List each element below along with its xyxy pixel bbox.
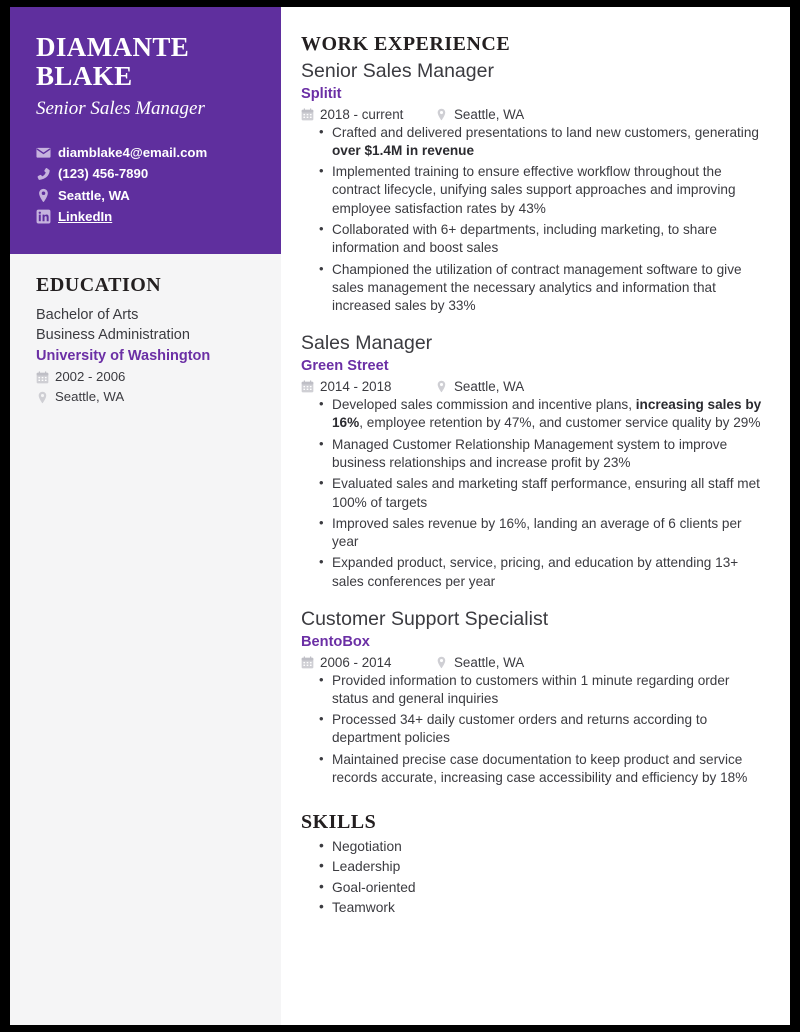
- bullet-bold: over $1.4M in revenue: [332, 142, 475, 158]
- bullet-pre: Championed the utilization of contract management software to give sales management the necessary analytics and information that increased sales by 33%: [332, 261, 742, 314]
- job-meta: [301, 655, 763, 670]
- bullet-item: [332, 396, 763, 433]
- contact-phone: [36, 163, 255, 184]
- education-section: [10, 254, 281, 428]
- bullet-pre: Processed 34+ daily customer orders and returns according to department policies: [332, 712, 708, 746]
- sidebar: [10, 7, 281, 1025]
- bullet-pre: Maintained precise case documentation to keep product and service records accurate, increasing case accessibility and efficiency by 18%: [332, 751, 748, 785]
- location-pin-icon: [36, 188, 51, 203]
- bullet-pre: Improved sales revenue by 16%, landing an average of 6 clients per year: [332, 515, 742, 550]
- phone-icon: [36, 167, 51, 182]
- job-location: Seattle, WA: [454, 379, 525, 395]
- work-experience-section: [301, 33, 763, 787]
- skill-item: • Negotiation: [332, 837, 763, 857]
- bullet-post: , employee retention by 47%, and customer service quality by 29%: [359, 415, 761, 431]
- job-entry: [301, 59, 763, 315]
- job-company[interactable]: Green Street: [301, 358, 389, 375]
- education-location: Seattle, WA: [55, 389, 125, 405]
- job-meta: [301, 107, 763, 122]
- contact-linkedin[interactable]: [36, 206, 255, 227]
- bullet-item: [332, 711, 763, 748]
- calendar-icon: [301, 380, 314, 393]
- location-pin-icon: [36, 391, 49, 404]
- location-pin-icon: [435, 656, 448, 669]
- calendar-icon: [36, 371, 49, 384]
- name-header-block: [10, 7, 281, 254]
- calendar-icon: [301, 656, 314, 669]
- job-title: Customer Support Specialist: [301, 607, 549, 630]
- education-dates-row: [36, 367, 255, 387]
- job-location: Seattle, WA: [454, 106, 525, 122]
- bullet-pre: Implemented training to ensure effective workflow throughout the contract lifecycle, unifying sales support approaches and improving employee satisfaction rates by 43%: [332, 164, 736, 216]
- education-dates: 2002 - 2006: [55, 369, 126, 385]
- bullet-pre: Collaborated with 6+ departments, including marketing, to share information and boost sales: [332, 222, 717, 256]
- skill-item: • Leadership: [332, 857, 763, 877]
- bullet-item: [332, 515, 763, 552]
- job-dates-group: [301, 655, 429, 670]
- work-experience-heading: WORK EXPERIENCE: [301, 33, 511, 55]
- contact-email: [36, 142, 255, 163]
- skills-heading: SKILLS: [301, 811, 377, 834]
- candidate-last-name: BLAKE: [36, 61, 133, 92]
- bullet-pre: Crafted and delivered presentations to land new customers, generating: [332, 124, 759, 140]
- job-bullets: [301, 124, 763, 316]
- job-title: Senior Sales Manager: [301, 60, 494, 82]
- job-entry: [301, 607, 763, 787]
- education-location-row: [36, 387, 255, 407]
- resume-sheet: [10, 7, 790, 1025]
- job-bullets: [301, 396, 763, 591]
- job-company[interactable]: BentoBox: [301, 633, 370, 650]
- job-company[interactable]: Splitit: [301, 85, 342, 102]
- bullet-item: [332, 672, 763, 709]
- candidate-title: Senior Sales Manager: [36, 98, 205, 120]
- job-dates: 2018 - current: [320, 106, 404, 122]
- linkedin-icon: [36, 209, 51, 224]
- bullet-item: [332, 124, 763, 161]
- job-title: Sales Manager: [301, 332, 433, 355]
- bullet-pre: Provided information to customers within 1 minute regarding order status and general inquiries: [332, 672, 730, 706]
- contact-linkedin-text[interactable]: LinkedIn: [58, 209, 113, 225]
- job-location-group: [435, 379, 524, 394]
- bullet-item: [332, 261, 763, 316]
- contact-location-text: Seattle, WA: [58, 187, 130, 203]
- skills-section: [301, 811, 763, 918]
- bullet-item: [332, 554, 763, 591]
- bullet-pre: Expanded product, service, pricing, and education by attending 13+ sales conferences per year: [332, 555, 739, 589]
- contact-list: [36, 142, 255, 228]
- job-location: Seattle, WA: [454, 654, 525, 670]
- bullet-pre: Evaluated sales and marketing staff performance, ensuring all staff met 100% of targets: [332, 476, 760, 510]
- bullet-item: [332, 475, 763, 512]
- education-degree: Bachelor of Arts: [36, 306, 139, 323]
- calendar-icon: [301, 108, 314, 121]
- contact-location: [36, 185, 255, 206]
- location-pin-icon: [435, 380, 448, 393]
- main-content: [281, 7, 790, 1025]
- contact-phone-text: (123) 456-7890: [58, 166, 149, 182]
- skills-list: [301, 837, 763, 918]
- job-dates-group: [301, 107, 429, 122]
- bullet-pre: Managed Customer Relationship Management system to improve business relationships and increase profit by 23%: [332, 436, 728, 470]
- job-location-group: [435, 655, 524, 670]
- envelope-icon: [36, 145, 51, 160]
- education-heading: EDUCATION: [36, 273, 162, 296]
- education-field: Business Administration: [36, 327, 190, 344]
- education-school: University of Washington: [36, 347, 211, 364]
- contact-email-text: diamblake4@email.com: [58, 145, 208, 161]
- job-location-group: [435, 107, 524, 122]
- job-dates-group: [301, 379, 429, 394]
- job-meta: [301, 379, 763, 394]
- bullet-pre: Developed sales commission and incentive plans,: [332, 397, 636, 413]
- skill-item: • Teamwork: [332, 898, 763, 918]
- bullet-bold: increasing sales by 16%: [332, 397, 762, 431]
- bullet-item: [332, 436, 763, 473]
- bullet-item: [332, 751, 763, 788]
- candidate-first-name: DIAMANTE: [36, 32, 190, 62]
- location-pin-icon: [435, 108, 448, 121]
- bullet-item: [332, 221, 763, 258]
- job-dates: 2006 - 2014: [320, 654, 392, 670]
- bullet-item: [332, 163, 763, 218]
- job-dates: 2014 - 2018: [320, 379, 392, 395]
- skill-item: • Goal-oriented: [332, 878, 763, 898]
- job-bullets: [301, 672, 763, 788]
- candidate-name: [36, 33, 255, 91]
- job-entry: [301, 331, 763, 590]
